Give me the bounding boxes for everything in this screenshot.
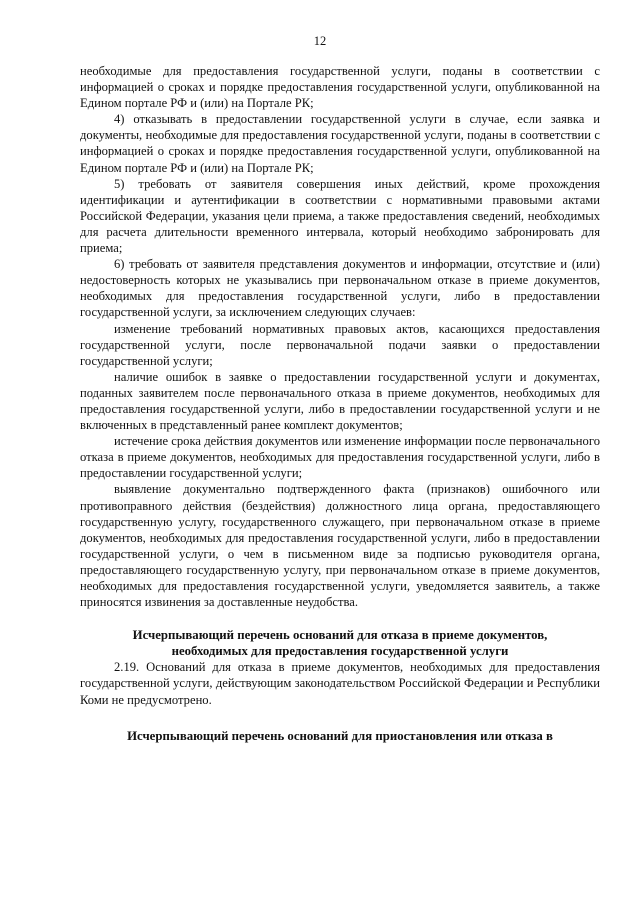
paragraph-exception-4: выявление документально подтвержденного факта (признаков) ошибочного или противоправного действия (бездействия) должностного лица органа, предоставляющего государственную услугу, государственного служащего, при первоначальном отказе в приеме документов, необходимых для предоставления государственной услуги, либо в предоставлении государственной услуги, о чем в письменном виде за подписью руководителя органа, предоставляющего государственную услугу, при первоначальном отказе в приеме документов, необходимых для предоставления государственной услуги, уведомляется заявитель, а также приносятся извинения за доставленные неудобства. — [80, 482, 600, 610]
paragraph-exception-3: истечение срока действия документов или изменение информации после первоначального отказа в приеме документов, необходимых для предоставления государственной услуги, либо в предоставлении государственной услуги; — [80, 434, 600, 481]
paragraph-item-4: 4) отказывать в предоставлении государственной услуги в случае, если заявка и документы, необходимые для предоставления государственной услуги, поданы в соответствии с информацией о сроках и порядке предоставления государственной услуги, опубликованной на Едином портале РФ и (или) на Портале РК; — [80, 112, 600, 175]
section-heading-refusal-documents — [80, 627, 600, 659]
section-heading-line-2: необходимых для предоставления государственной услуги — [171, 644, 509, 659]
page-number: 12 — [313, 34, 327, 48]
paragraph-exception-2: наличие ошибок в заявке о предоставлении государственной услуги и документах, поданных заявителем после первоначального отказа в приеме документов, необходимых для предоставления государственной услуги, либо в предоставлении государственной услуги и не включенных в представленный ранее комплект документов; — [80, 369, 600, 433]
paragraph-item-6: 6) требовать от заявителя представления документов и информации, отсутствие и (или) недостоверность которых не указывались при первоначальном отказе в приеме документов, необходимых для предоставления государственной услуги, либо в предоставлении государственной услуги, за исключением следующих случаев: — [80, 257, 600, 320]
paragraph-continuation: необходимые для предоставления государственной услуги, поданы в соответствии с информацией о сроках и порядке предоставления государственной услуги, опубликованной на Едином портале РФ и (или) на Портале РК; — [80, 64, 600, 111]
section-heading-suspension — [80, 728, 600, 744]
section-heading-line-1: Исчерпывающий перечень оснований для приостановления или отказа в — [127, 728, 553, 743]
paragraph-item-5: 5) требовать от заявителя совершения иных действий, кроме прохождения идентификации и аутентификации в соответствии с нормативными правовыми актами Российской Федерации, указания цели приема, а также предоставления сведений, необходимых для расчета длительности временного интервала, который необходимо забронировать для приема; — [80, 176, 600, 256]
document-body — [80, 63, 600, 744]
paragraph-2-19: 2.19. Оснований для отказа в приеме документов, необходимых для предоставления государственной услуги, действующим законодательством Российской Федерации и Республики Коми не предусмотрено. — [80, 660, 600, 707]
paragraph-exception-1: изменение требований нормативных правовых актов, касающихся предоставления государственной услуги, после первоначальной подачи заявки о предоставлении государственной услуги; — [80, 321, 600, 368]
section-heading-line-1: Исчерпывающий перечень оснований для отказа в приеме документов, — [132, 628, 548, 643]
